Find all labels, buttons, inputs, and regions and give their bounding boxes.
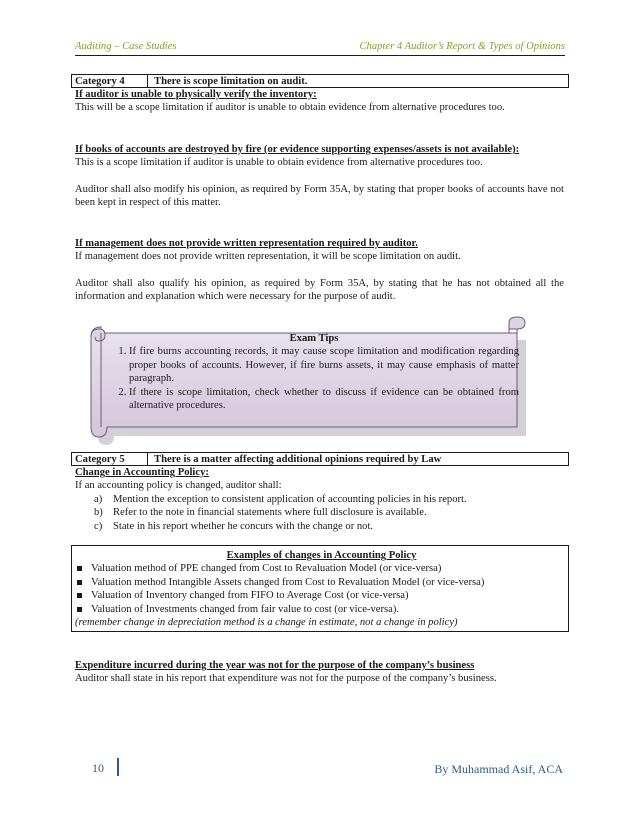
section-text: Auditor shall state in his report that expenditure was not for the purpose of the company’s business.	[75, 673, 497, 685]
category-4-label: Category 4	[72, 75, 148, 87]
bullet-square-icon	[77, 593, 82, 598]
section-text: This will be a scope limitation if auditor is unable to obtain evidence from alternative procedures too.	[75, 102, 505, 114]
policy-steps-list	[75, 493, 564, 533]
exam-tips-scroll	[89, 315, 531, 446]
header-book-title: Auditing – Case Studies	[75, 41, 177, 52]
list-item	[94, 506, 564, 519]
example-item-text: Valuation of Inventory changed from FIFO to Average Cost (or vice-versa)	[91, 590, 409, 602]
section-heading: If management does not provide written representation required by auditor.	[75, 238, 418, 249]
exam-tips-title: Exam Tips	[289, 333, 339, 344]
section-expenditure	[75, 659, 564, 686]
section-inventory	[75, 88, 564, 115]
section-text: This is a scope limitation if auditor is unable to obtain evidence from alternative procedures too.	[75, 157, 483, 169]
section-accounting-policy	[75, 466, 564, 533]
example-item	[75, 562, 568, 575]
examples-note: (remember change in depreciation method is a change in estimate, not a change in policy)	[75, 617, 458, 629]
section-text: Auditor shall also qualify his opinion, as required by Form 35A, by stating that he has not obtained all the information and explanation which were necessary for the purpose of audit.	[75, 277, 564, 303]
example-item-text: Valuation method of PPE changed from Cost to Revaluation Model (or vice-versa)	[91, 563, 442, 575]
list-marker: a)	[94, 493, 103, 505]
section-books-destroyed	[75, 143, 564, 210]
section-written-representation	[75, 237, 564, 304]
exam-tips-list	[109, 345, 519, 412]
bullet-square-icon	[77, 607, 82, 612]
exam-tip-item: 1. If fire burns accounting records, it may cause scope limitation and modification regarding proper books of accounts. However, if fire burns assets, it may cause emphasis of matter paragraph.	[129, 345, 519, 385]
page-number: 10	[92, 761, 104, 775]
header-chapter-title: Chapter 4 Auditor’s Report & Types of Opinions	[359, 41, 565, 52]
category-5-title: There is a matter affecting additional opinions required by Law	[154, 454, 442, 465]
list-item	[94, 493, 564, 506]
examples-title: Examples of changes in Accounting Policy	[226, 550, 417, 561]
list-item-text: Refer to the note in financial statements where full disclosure is available.	[113, 507, 427, 519]
running-header	[75, 40, 565, 54]
example-item	[75, 603, 568, 616]
example-item-text: Valuation of Investments changed from fair value to cost (or vice-versa).	[91, 603, 399, 615]
header-rule	[75, 55, 565, 56]
category-4-box	[71, 74, 569, 88]
footer-author: By Muhammad Asif, ACA	[434, 762, 563, 776]
bullet-square-icon	[77, 580, 82, 585]
list-marker: c)	[94, 520, 103, 532]
examples-list	[75, 562, 568, 616]
category-4-title: There is scope limitation on audit.	[154, 76, 308, 87]
section-intro: If an accounting policy is changed, auditor shall:	[75, 480, 282, 492]
section-heading: If auditor is unable to physically verify the inventory:	[75, 89, 317, 100]
example-item	[75, 589, 568, 602]
category-5-label: Category 5	[72, 453, 148, 465]
section-heading: If books of accounts are destroyed by fire (or evidence supporting expenses/assets is not available):	[75, 144, 520, 155]
section-text: If management does not provide written representation, it will be scope limitation on audit.	[75, 251, 461, 263]
list-item-text: State in his report whether he concurs with the change or not.	[113, 520, 374, 532]
section-heading: Change in Accounting Policy:	[75, 467, 209, 478]
list-marker: b)	[94, 507, 103, 519]
example-item-text: Valuation method Intangible Assets changed from Cost to Revaluation Model (or vice-versa)	[91, 576, 485, 588]
list-item	[94, 520, 564, 533]
example-item	[75, 576, 568, 589]
exam-tip-item: 2. If there is scope limitation, check whether to discuss if evidence can be obtained from alternative procedures.	[129, 386, 519, 413]
exam-tips-content	[109, 332, 519, 412]
section-text: Auditor shall also modify his opinion, as required by Form 35A, by stating that proper books of accounts have not been kept in respect of this matter.	[75, 183, 564, 209]
list-item-text: Mention the exception to consistent application of accounting policies in his report.	[113, 493, 467, 505]
category-5-box	[71, 452, 569, 466]
footer-divider	[117, 758, 119, 776]
examples-box	[71, 545, 569, 632]
bullet-square-icon	[77, 566, 82, 571]
section-heading: Expenditure incurred during the year was not for the purpose of the company’s business	[75, 660, 475, 671]
